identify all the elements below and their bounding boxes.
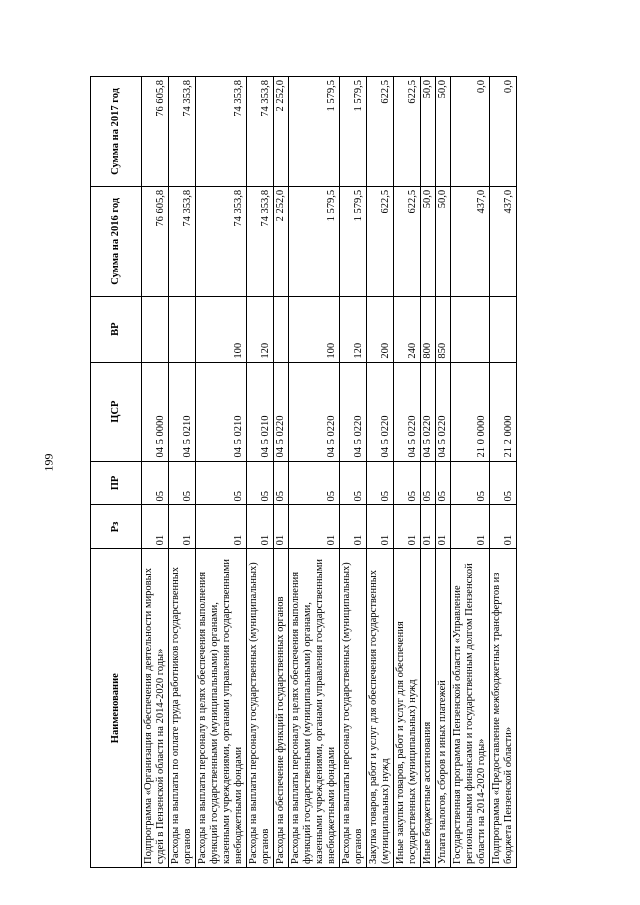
row-vr-cell: 800 xyxy=(421,296,436,362)
row-name-cell: Подпрограмма «Организация обеспечения деятельности мировых судей в Пензенской области на 2014-2020 годы» xyxy=(142,549,169,868)
row-csr-cell: 04 5 0210 xyxy=(247,362,274,461)
rotated-table-wrapper xyxy=(90,76,585,868)
row-sum-2017-cell: 50,0 xyxy=(421,77,436,187)
row-pr-cell: 05 xyxy=(340,461,367,505)
row-pr-cell: 05 xyxy=(247,461,274,505)
header-sum-2016: Сумма на 2016 год xyxy=(91,186,142,296)
row-name-cell: Уплата налогов, сборов и иных платежей xyxy=(436,549,451,868)
table-row xyxy=(247,77,274,868)
row-csr-cell: 21 0 0000 xyxy=(451,362,490,461)
row-sum-2017-cell: 1 579,5 xyxy=(340,77,367,187)
row-pr-cell: 05 xyxy=(274,461,289,505)
row-sum-2017-cell: 622,5 xyxy=(367,77,394,187)
table-row xyxy=(289,77,340,868)
table-row xyxy=(394,77,421,868)
table-row xyxy=(169,77,196,868)
row-vr-cell: 200 xyxy=(367,296,394,362)
row-pr-cell: 05 xyxy=(367,461,394,505)
row-csr-cell: 04 5 0220 xyxy=(367,362,394,461)
row-sum-2016-cell: 74 353,8 xyxy=(247,186,274,296)
row-sum-2016-cell: 76 605,8 xyxy=(142,186,169,296)
row-name-cell: Расходы на выплаты персоналу государственных (муниципальных) органов xyxy=(340,549,367,868)
row-name-cell: Расходы на выплаты персоналу государственных (муниципальных) органов xyxy=(247,549,274,868)
table-row xyxy=(367,77,394,868)
row-pr-cell: 05 xyxy=(394,461,421,505)
row-sum-2016-cell: 437,0 xyxy=(451,186,490,296)
row-csr-cell: 04 5 0220 xyxy=(340,362,367,461)
row-sum-2017-cell: 74 353,8 xyxy=(196,77,247,187)
row-vr-cell: 100 xyxy=(289,296,340,362)
table-row xyxy=(451,77,490,868)
row-name-cell: Иные закупки товаров, работ и услуг для обеспечения государственных (муниципальных) нужд xyxy=(394,549,421,868)
row-sum-2017-cell: 50,0 xyxy=(436,77,451,187)
row-vr-cell xyxy=(142,296,169,362)
table-row xyxy=(490,77,517,868)
header-sum-2017: Сумма на 2017 год xyxy=(91,77,142,187)
row-sum-2016-cell: 50,0 xyxy=(436,186,451,296)
table-body xyxy=(142,77,517,868)
row-sum-2016-cell: 74 353,8 xyxy=(169,186,196,296)
row-vr-cell: 850 xyxy=(436,296,451,362)
header-csr: ЦСР xyxy=(91,362,142,461)
row-csr-cell: 21 2 0000 xyxy=(490,362,517,461)
header-name: Наименование xyxy=(91,549,142,868)
row-rz-cell: 01 xyxy=(436,505,451,549)
header-vr: ВР xyxy=(91,296,142,362)
table-row xyxy=(274,77,289,868)
row-sum-2016-cell: 622,5 xyxy=(367,186,394,296)
row-sum-2016-cell: 437,0 xyxy=(490,186,517,296)
row-rz-cell: 01 xyxy=(169,505,196,549)
header-rz: Рз xyxy=(91,505,142,549)
row-rz-cell: 01 xyxy=(451,505,490,549)
row-vr-cell xyxy=(169,296,196,362)
row-sum-2016-cell: 74 353,8 xyxy=(196,186,247,296)
row-name-cell: Расходы на выплаты по оплате труда работников государственных органов xyxy=(169,549,196,868)
row-csr-cell: 04 5 0220 xyxy=(436,362,451,461)
row-sum-2016-cell: 2 252,0 xyxy=(274,186,289,296)
row-vr-cell xyxy=(490,296,517,362)
row-sum-2017-cell: 74 353,8 xyxy=(247,77,274,187)
row-sum-2017-cell: 1 579,5 xyxy=(289,77,340,187)
row-vr-cell xyxy=(274,296,289,362)
row-rz-cell: 01 xyxy=(274,505,289,549)
row-name-cell: Государственная программа Пензенской области «Управление региональными финансами и государственным долгом Пензенской области на 2014-2020 годы» xyxy=(451,549,490,868)
row-pr-cell: 05 xyxy=(289,461,340,505)
budget-table xyxy=(90,76,517,868)
row-vr-cell: 240 xyxy=(394,296,421,362)
row-rz-cell: 01 xyxy=(196,505,247,549)
row-rz-cell: 01 xyxy=(394,505,421,549)
row-rz-cell: 01 xyxy=(421,505,436,549)
table-row xyxy=(196,77,247,868)
row-sum-2017-cell: 76 605,8 xyxy=(142,77,169,187)
row-vr-cell: 100 xyxy=(196,296,247,362)
row-pr-cell: 05 xyxy=(436,461,451,505)
row-sum-2016-cell: 1 579,5 xyxy=(289,186,340,296)
row-rz-cell: 01 xyxy=(142,505,169,549)
row-sum-2016-cell: 622,5 xyxy=(394,186,421,296)
row-csr-cell: 04 5 0220 xyxy=(421,362,436,461)
row-pr-cell: 05 xyxy=(142,461,169,505)
row-vr-cell xyxy=(451,296,490,362)
row-rz-cell: 01 xyxy=(367,505,394,549)
row-name-cell: Расходы на обеспечение функций государственных органов xyxy=(274,549,289,868)
row-rz-cell: 01 xyxy=(490,505,517,549)
row-name-cell: Расходы на выплаты персоналу в целях обеспечения выполнения функций государственными (муниципальными) органами, казенными учреждениями, органами управления государственными внебюджетными фондами xyxy=(196,549,247,868)
table-row xyxy=(421,77,436,868)
table-header-row xyxy=(91,77,142,868)
row-rz-cell: 01 xyxy=(340,505,367,549)
row-name-cell: Закупка товаров, работ и услуг для обеспечения государственных (муниципальных) нужд xyxy=(367,549,394,868)
row-csr-cell: 04 5 0210 xyxy=(196,362,247,461)
row-name-cell: Иные бюджетные ассигнования xyxy=(421,549,436,868)
page-number: 199 xyxy=(41,453,56,472)
row-csr-cell: 04 5 0000 xyxy=(142,362,169,461)
row-sum-2016-cell: 50,0 xyxy=(421,186,436,296)
row-rz-cell: 01 xyxy=(289,505,340,549)
table-row xyxy=(340,77,367,868)
row-sum-2016-cell: 1 579,5 xyxy=(340,186,367,296)
row-pr-cell: 05 xyxy=(490,461,517,505)
row-sum-2017-cell: 622,5 xyxy=(394,77,421,187)
row-name-cell: Подпрограмма «Предоставление межбюджетных трансфертов из бюджета Пензенской области» xyxy=(490,549,517,868)
row-pr-cell: 05 xyxy=(421,461,436,505)
row-sum-2017-cell: 0,0 xyxy=(451,77,490,187)
row-sum-2017-cell: 0,0 xyxy=(490,77,517,187)
row-csr-cell: 04 5 0210 xyxy=(169,362,196,461)
header-pr: ПР xyxy=(91,461,142,505)
row-pr-cell: 05 xyxy=(169,461,196,505)
row-vr-cell: 120 xyxy=(247,296,274,362)
row-vr-cell: 120 xyxy=(340,296,367,362)
row-pr-cell: 05 xyxy=(451,461,490,505)
table-row xyxy=(142,77,169,868)
row-sum-2017-cell: 2 252,0 xyxy=(274,77,289,187)
row-pr-cell: 05 xyxy=(196,461,247,505)
row-csr-cell: 04 5 0220 xyxy=(394,362,421,461)
row-rz-cell: 01 xyxy=(247,505,274,549)
row-name-cell: Расходы на выплаты персоналу в целях обеспечения выполнения функций государственными (муниципальными) органами, казенными учреждениями, органами управления государственными внебюджетными фондами xyxy=(289,549,340,868)
table-row xyxy=(436,77,451,868)
row-csr-cell: 04 5 0220 xyxy=(274,362,289,461)
row-csr-cell: 04 5 0220 xyxy=(289,362,340,461)
row-sum-2017-cell: 74 353,8 xyxy=(169,77,196,187)
